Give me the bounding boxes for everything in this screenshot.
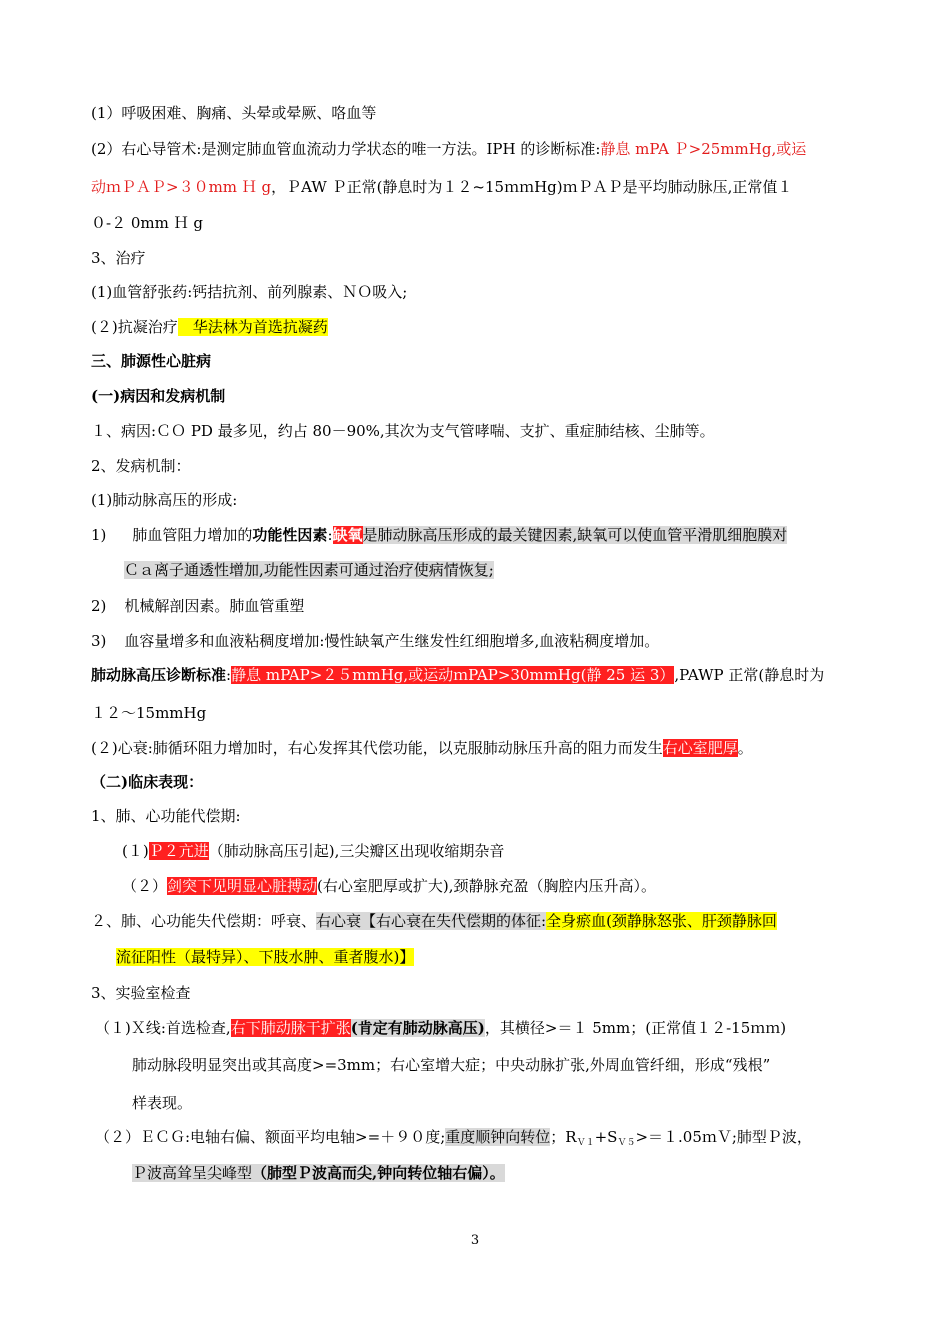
- mechanism-heading: [91, 455, 191, 477]
- text: +S: [594, 1128, 618, 1146]
- text: 肺动脉段明显突出或其高度>=3mm；右心室增大症；中央动脉扩张,外周血管纤细，形成“残根”: [132, 1056, 771, 1074]
- text: (１): [122, 842, 149, 860]
- pawp-line: [91, 702, 206, 724]
- text: 2、发病机制：: [91, 457, 191, 475]
- text: (1)肺动脉高压的形成:: [91, 491, 238, 509]
- heading-text: 三、肺源性心脏病: [91, 352, 212, 370]
- treatment-heading: [91, 247, 146, 269]
- yellow-highlight-text: 流征阳性（最特异）、下肢水肿、重者腹水)】: [116, 948, 415, 966]
- text: ０-２ 0mm Ｈ g: [91, 214, 203, 232]
- text: ，ＰAW Ｐ正常(静息时为１２~15ｍｍHg)ｍＰＡＰ是平均肺动脉压,正常值１: [271, 178, 793, 196]
- list-item-3: [91, 630, 659, 652]
- text: （２）: [122, 877, 168, 895]
- red-highlight-text: Ｐ２亢进: [148, 842, 209, 860]
- list-item-2: [91, 595, 304, 617]
- text: :: [226, 666, 232, 684]
- heart-failure-line: [91, 737, 753, 759]
- xray-continued: [132, 1054, 770, 1076]
- text: 样表现。: [132, 1094, 193, 1112]
- text: (２)抗凝治疗: [91, 318, 178, 336]
- heading-text: (一)病因和发病机制: [91, 387, 226, 405]
- text: （１)Ｘ线:首选检查,: [95, 1019, 231, 1037]
- page-number: 3: [470, 1233, 480, 1248]
- red-criteria-text: 静息 mPA Ｐ>25mmHg,或运: [600, 140, 807, 158]
- text: ２、肺、心功能失代偿期：呼衰、: [91, 912, 317, 930]
- diagnosis-criteria-line: [91, 664, 824, 686]
- text: 血容量增多和血液粘稠度增加:慢性缺氧产生继发性红细胞增多,血液粘稠度增加。: [124, 632, 660, 650]
- list-item-1: [91, 524, 787, 546]
- normal-value-line: [91, 212, 203, 234]
- anticoagulant-line: [91, 316, 328, 338]
- red-criteria-text: 动ｍＰＡＰ>３０mm Ｈ g: [91, 178, 272, 196]
- text: (1）呼吸困难、胸痛、头晕或晕厥、咯血等: [91, 104, 377, 122]
- list-item-1-continued: [124, 559, 494, 581]
- criteria-line: [91, 176, 792, 198]
- clinical-heading: [91, 771, 203, 793]
- subscript: Ｖ１: [576, 1138, 595, 1148]
- gray-highlight-text: 重度顺钟向转位: [445, 1128, 551, 1146]
- list-number: 1): [91, 526, 107, 544]
- gray-highlight-text: （肺型Ｐ波高而尖,钟向转位轴右偏）。: [252, 1164, 505, 1182]
- gray-highlight-text: Ｃａ离子通透性增加,功能性因素可通过治疗使病情恢复;: [124, 561, 494, 579]
- lab-heading: [91, 982, 191, 1004]
- gray-highlight-text: 右心衰【右心衰在失代偿期的体征:: [316, 912, 547, 930]
- heading-text: （二)临床表现：: [91, 773, 204, 791]
- text: 肺血管阻力增加的: [132, 526, 253, 544]
- text: ；R: [550, 1128, 577, 1146]
- xray-continued-2: [132, 1092, 192, 1114]
- text: 机械解剖因素。肺血管重塑: [124, 597, 305, 615]
- red-highlight-text: 剑突下见明显心脏搏动: [167, 877, 318, 895]
- p2-line: [122, 840, 504, 862]
- subscript: Ｖ５: [617, 1138, 636, 1148]
- catheter-line: [91, 138, 806, 160]
- ecg-line: [95, 1126, 812, 1148]
- text: (2）右心导管术:是测定肺血管血流动力学状态的唯一方法。IPH 的诊断标准:: [91, 140, 601, 158]
- etiology-line: [91, 420, 715, 442]
- yellow-highlight-text: 华法林为首选抗凝药: [177, 318, 328, 336]
- text: :: [327, 526, 333, 544]
- gray-highlight-text: Ｐ波高耸呈尖峰型: [132, 1164, 253, 1182]
- text: (1)血管舒张药:钙拮抗剂、前列腺素、ＮＯ吸入;: [91, 283, 408, 301]
- list-number: 2): [91, 597, 107, 615]
- red-highlight-text: 右心室肥厚: [662, 739, 738, 757]
- decompensated-stage-continued: [116, 946, 414, 968]
- list-number: 3): [91, 632, 107, 650]
- red-highlight-text: 静息 mPAP>２５mmHg,或运动ｍPAP>30mmHg(静 25 运 3）: [231, 666, 675, 684]
- text: (右心室肥厚或扩大),颈静脉充盈（胸腔内压升高）。: [317, 877, 657, 895]
- text: 1、肺、心功能代偿期:: [91, 807, 241, 825]
- yellow-highlight-text: 全身瘀血(颈静脉怒张、肝颈静脉回: [546, 912, 777, 930]
- red-highlight-text: 右下肺动脉干扩张: [230, 1019, 351, 1037]
- gray-highlight-text: (肯定有肺动脉高压): [350, 1019, 485, 1037]
- decompensated-stage-line: [91, 910, 777, 932]
- subsection-heading: [91, 385, 225, 407]
- text: ，其横径>＝１ 5mm；(正常值１２-15ｍｍ): [484, 1019, 787, 1037]
- hypertension-formation-line: [91, 489, 237, 511]
- bold-text: 功能性因素: [252, 526, 328, 544]
- symptom-line: [91, 102, 376, 124]
- text: (２)心衰:肺循环阻力增加时，右心发挥其代偿功能，以克服肺动脉压升高的阻力而发生: [91, 739, 663, 757]
- text: ,PAWP 正常(静息时为: [674, 666, 825, 684]
- gray-highlight-text: 是肺动脉高压形成的最关键因素,缺氧可以使血管平滑肌细胞膜对: [362, 526, 788, 544]
- compensated-stage-line: [91, 805, 241, 827]
- vasodilator-line: [91, 281, 407, 303]
- text: 。: [737, 739, 753, 757]
- text: （肺动脉高压引起),三尖瓣区出现收缩期杂音: [208, 842, 505, 860]
- text: 3、实验室检查: [91, 984, 191, 1002]
- section-heading: [91, 350, 211, 372]
- text: １２～15mmHg: [91, 704, 207, 722]
- xiphoid-line: [122, 875, 656, 897]
- text: （２）ＥＣＧ:电轴右偏、额面平均电轴>=＋９０度;: [95, 1128, 446, 1146]
- text: 3、治疗: [91, 249, 146, 267]
- red-highlight-text: 缺氧: [332, 526, 363, 544]
- ecg-continued: [132, 1162, 505, 1184]
- text: １、病因:ＣＯ PD 最多见，约占 80－90%,其次为支气管哮喘、支扩、重症肺结核、尘肺等。: [91, 422, 715, 440]
- xray-line: [95, 1017, 786, 1039]
- bold-text: 肺动脉高压诊断标准: [91, 666, 227, 684]
- text: >＝１.05ｍＶ;肺型Ｐ波，: [635, 1128, 812, 1146]
